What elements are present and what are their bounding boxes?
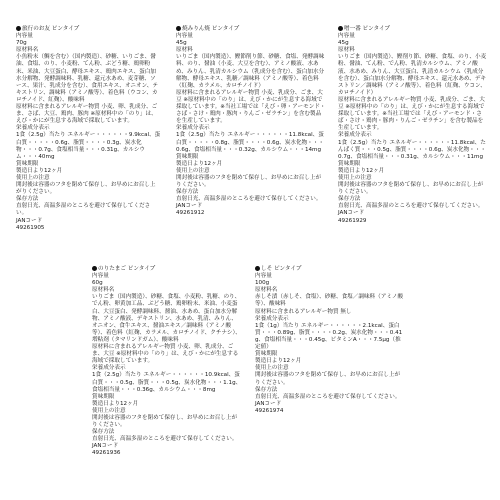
ingredients-label: 原材料名 <box>255 287 278 294</box>
expiry-label: 賞味期限 <box>338 160 361 167</box>
usage-label: 使用上の注意 <box>92 407 126 414</box>
bullet-icon <box>16 26 21 31</box>
usage-text: 開封後は容器のフタを閉めて保存し、お早めにお召し上がりください。 <box>255 372 401 386</box>
storage-label: 保存方法 <box>255 386 278 393</box>
allergen-text: 原材料に含まれるアレルギー物質 無し <box>255 308 352 315</box>
expiry-value: 製造日より12ヶ月 <box>338 167 385 174</box>
ingredients-text: いりごま（国内製造）、鰹削り節、砂糖、食塩、のり、小麦粉、醤油、てん粉、でん粉、乳清カルシウム、アミノ酸液、水あめ、みりん、大豆蛋白、乳清カルシウム（乳成分を含む）、蛋白加水分解物、酵母エキス、還元水あめ、デキストリン／調味料（アミノ酸等）、着色料（紅麹、ウコン、カロチノイド） <box>338 54 487 96</box>
jan-code: 49261936 <box>92 450 121 457</box>
ingredients-text: 赤しそ漬（赤しそ、食塩）、砂糖、食塩／調味料（アミノ酸等）、酸味料 <box>255 294 404 308</box>
product-card <box>16 26 161 232</box>
usage-label: 使用上の注意 <box>338 174 372 181</box>
expiry-value: 製造日より12ヶ月 <box>92 400 139 407</box>
capacity-label: 内容量 <box>338 33 355 40</box>
capacity-label: 内容量 <box>92 273 109 280</box>
jan-code: 49261929 <box>338 217 367 224</box>
usage-label: 使用上の注意 <box>255 365 289 372</box>
expiry-label: 賞味期限 <box>16 160 39 167</box>
storage-text: 直射日光、高温多湿のところを避けて保存してください。 <box>92 436 238 443</box>
ingredients-label: 原材料名 <box>92 287 115 294</box>
capacity-value: 60g <box>92 280 103 287</box>
allergen-text: 原材料に含まれるアレルギー物質 小麦、卵、乳成分、ごま、大豆 ※原材料中の「のり」は、えび・かにが生息する海域で採取しています。 <box>92 344 239 365</box>
nutrition-label: 栄養成分表示 <box>338 132 372 139</box>
expiry-label: 賞味期限 <box>176 153 199 160</box>
usage-text: 開封後は容器のフタを閉めて保存し、お早めにお召し上がりください。 <box>176 174 322 189</box>
product-card <box>338 26 488 225</box>
capacity-value: 70g <box>16 40 27 47</box>
jan-label: JANコード <box>16 217 43 224</box>
usage-label: 使用上の注意 <box>176 167 210 174</box>
nutrition-text: 1食（2.5g）当たり エネルギー・・・・・・9.9kcal、蛋白質・・・・・0.6g、脂質・・・・0.3g、炭水化物・・・0.7g、食塩相当量・・・0.31g、カルシウム・・・40mg <box>16 132 161 160</box>
bullet-icon <box>176 26 181 31</box>
capacity-label: 内容量 <box>16 33 33 40</box>
allergen-text: 原材料に含まれるアレルギー物質 小麦、乳成分、ごま、大豆 ※原材料中の「のり」は、えび・かにが生息する海域で採取しています。※当社工場では「えび・卵・アーモンド・さば・さけ・鶏肉・豚肉・りんご・ゼラチン」を含む製品を生産しています。 <box>176 89 326 125</box>
ingredients-label: 原材料 <box>176 47 193 54</box>
nutrition-label: 栄養成分表示 <box>176 125 210 132</box>
product-title-text: 噌一番 ピンタイプ <box>344 26 391 32</box>
jan-label: JANコード <box>92 443 119 450</box>
expiry-value: 製造日より12ヶ月 <box>16 167 63 174</box>
capacity-label: 内容量 <box>255 273 272 280</box>
nutrition-text: 1食（2.5g）当たり エネルギー・・・・・・11.8kcal、蛋白質・・・・・0.8g、脂質・・・・0.6g、炭水化物・・・0.6g、食塩相当量・・・0.32g、カルシウム・・・14mg <box>176 132 324 153</box>
bullet-icon <box>255 266 260 271</box>
product-title <box>255 266 405 273</box>
jan-label: JANコード <box>255 400 282 407</box>
nutrition-text: 1食（2.5g）当たり エネルギー・・・・・・11.8kcal、たんぱく質・・・0.5g、脂質・・・・0.6g、炭水化物・・・0.7g、食塩相当量・・・0.31g、カルシウム・・・11mg <box>338 139 486 160</box>
product-title-text: しそ ピンタイプ <box>261 266 302 272</box>
ingredients-text: 小魚粉末（鯛を含む）（国内製造）、砂糖、いりごま、醤油、食塩、のり、小麦粉、てん粉、ぶどう糖、鶏卵粉末、米油、大豆蛋白、酵母エキス、鶏肉エキス、蛋白加水分解物、発酵調味料、乳糖、還元水あめ、麦芽糖、ソース、果汁、乳成分を含む）、食用エキス、オニオン、テキストリン、調味料（アミノ酸等）、着色料（ウコン、カロチノイド、紅麹）、酸味料 <box>16 54 158 103</box>
product-title <box>176 26 326 33</box>
capacity-value: 45g <box>176 40 187 47</box>
product-card <box>176 26 326 218</box>
nutrition-label: 栄養成分表示 <box>92 365 126 372</box>
allergen-text: 原材料に含まれるアレルギー物質 小麦、卵、乳成分、ごま、さば、大豆、鶏肉、豚肉 ※原材料中の「のり」は、えび・かにが生息する海域で採取しています。 <box>16 104 158 125</box>
nutrition-text: 1食（2.5g）当たり エネルギー・・・・・・10.9kcal、蛋白質・・・0.5g、脂質・・・0.5g、炭水化物・・・1.1g、食塩相当量・・・0.36g、カルシウム・・・8mg <box>92 372 242 393</box>
nutrition-text: 1食（1g）当たり エネルギー・・・・・・2.1kcal、蛋白質・・・0.89g、脂質・・・・0.2g、炭水化物・・・0.41g、食塩相当量・・・0.45g、ビタミンA・・・7.5μg（推定値） <box>255 322 403 351</box>
expiry-value: 製造日より12ヶ月 <box>176 160 223 167</box>
storage-label: 保存方法 <box>16 196 39 203</box>
product-card <box>92 266 242 458</box>
ingredients-text: いりごま（国内製造）、砂糖、食塩、小麦粉、乳糖、のり、でん粉、卵黄加工品、ぶどう糖、鶏卵粉末、米油、小麦蛋白、大豆蛋白、発酵調味料、醤油、水あめ、蛋白加水分解物、アミノ酸液、デキストリン、水あめ、乳清、みりん、オニオン、食牛エキス、醤油エキス／調味料（アミノ酸等）、着色料（紅麹、カラメル、カロチノイド、クチナシ）、増粘剤（タマリンドガム）、酸味料 <box>92 294 241 343</box>
storage-text: 直射日光、高温多湿のところを避けて保存してください。 <box>176 196 322 203</box>
storage-label: 保存方法 <box>176 189 199 196</box>
capacity-value: 45g <box>338 40 349 47</box>
product-card <box>255 266 405 415</box>
storage-text: 直射日光、高温多湿のところを避けて保存してください。 <box>16 203 151 217</box>
ingredients-text: いりごま（国内製造）、鰹節削り節、砂糖、食塩、発酵調味料、のり、醤油（小麦、大豆を含む）、アミノ酸液、水あめ、みりん、乳清カルシウム（乳成分を含む）、蛋白加水分解物、酵母エキス、乳糖／調味料（アミノ酸等）、着色料（紅麹、カラメル、カロチノイド） <box>176 54 325 89</box>
product-title-text: のりたまご ピンタイプ <box>98 266 156 272</box>
product-title <box>16 26 161 33</box>
storage-text: 直射日光、高温多湿のところを避けて保存してください。 <box>338 203 484 210</box>
jan-code: 49261974 <box>255 407 284 414</box>
bullet-icon <box>92 266 97 271</box>
expiry-value: 製造日より12ヶ月 <box>255 358 302 365</box>
bullet-icon <box>338 26 343 31</box>
nutrition-label: 栄養成分表示 <box>255 315 289 322</box>
allergen-text: 原材料に含まれるアレルギー物質 小麦、乳成分、ごま、大豆 ※原材料中の「のり」は、えび・かにが生息する海域で採取しています。※当社工場では「えび・アーモンド・さば・さけ・鶏肉・豚肉・りんご・ゼラチン」を含む製品を生産しています。 <box>338 96 485 132</box>
usage-label: 使用上の注意 <box>16 174 50 181</box>
usage-text: 開封後は容器のフタを閉めて保存し、お早めにお召し上がりください。 <box>338 182 484 196</box>
expiry-label: 賞味期限 <box>92 393 115 400</box>
capacity-label: 内容量 <box>176 33 193 40</box>
usage-text: 開封後は容器のフタを閉めて保存し、お早めにお召し上がりください。 <box>16 182 156 196</box>
product-title <box>92 266 242 273</box>
jan-label: JANコード <box>338 210 365 217</box>
jan-code: 49261912 <box>176 210 205 217</box>
usage-text: 開封後は容器のフタを閉めて保存し、お早めにお召し上がりください。 <box>92 414 238 429</box>
storage-label: 保存方法 <box>92 429 115 436</box>
nutrition-label: 栄養成分表示 <box>16 125 50 132</box>
ingredients-label: 原材料名 <box>16 47 39 54</box>
storage-label: 保存方法 <box>338 196 361 203</box>
storage-text: 直射日光、高温多湿のところを避けて保存してください。 <box>255 393 401 400</box>
ingredients-label: 原材料 <box>338 47 355 54</box>
jan-code: 49261905 <box>16 224 45 231</box>
product-title <box>338 26 488 33</box>
expiry-label: 賞味期限 <box>255 351 278 358</box>
product-title-text: 旅行のお友 ピンタイプ <box>22 26 80 32</box>
jan-label: JANコード <box>176 203 203 210</box>
capacity-value: 100g <box>255 280 270 287</box>
product-title-text: 焼みりん焼 ピンタイプ <box>182 26 240 32</box>
